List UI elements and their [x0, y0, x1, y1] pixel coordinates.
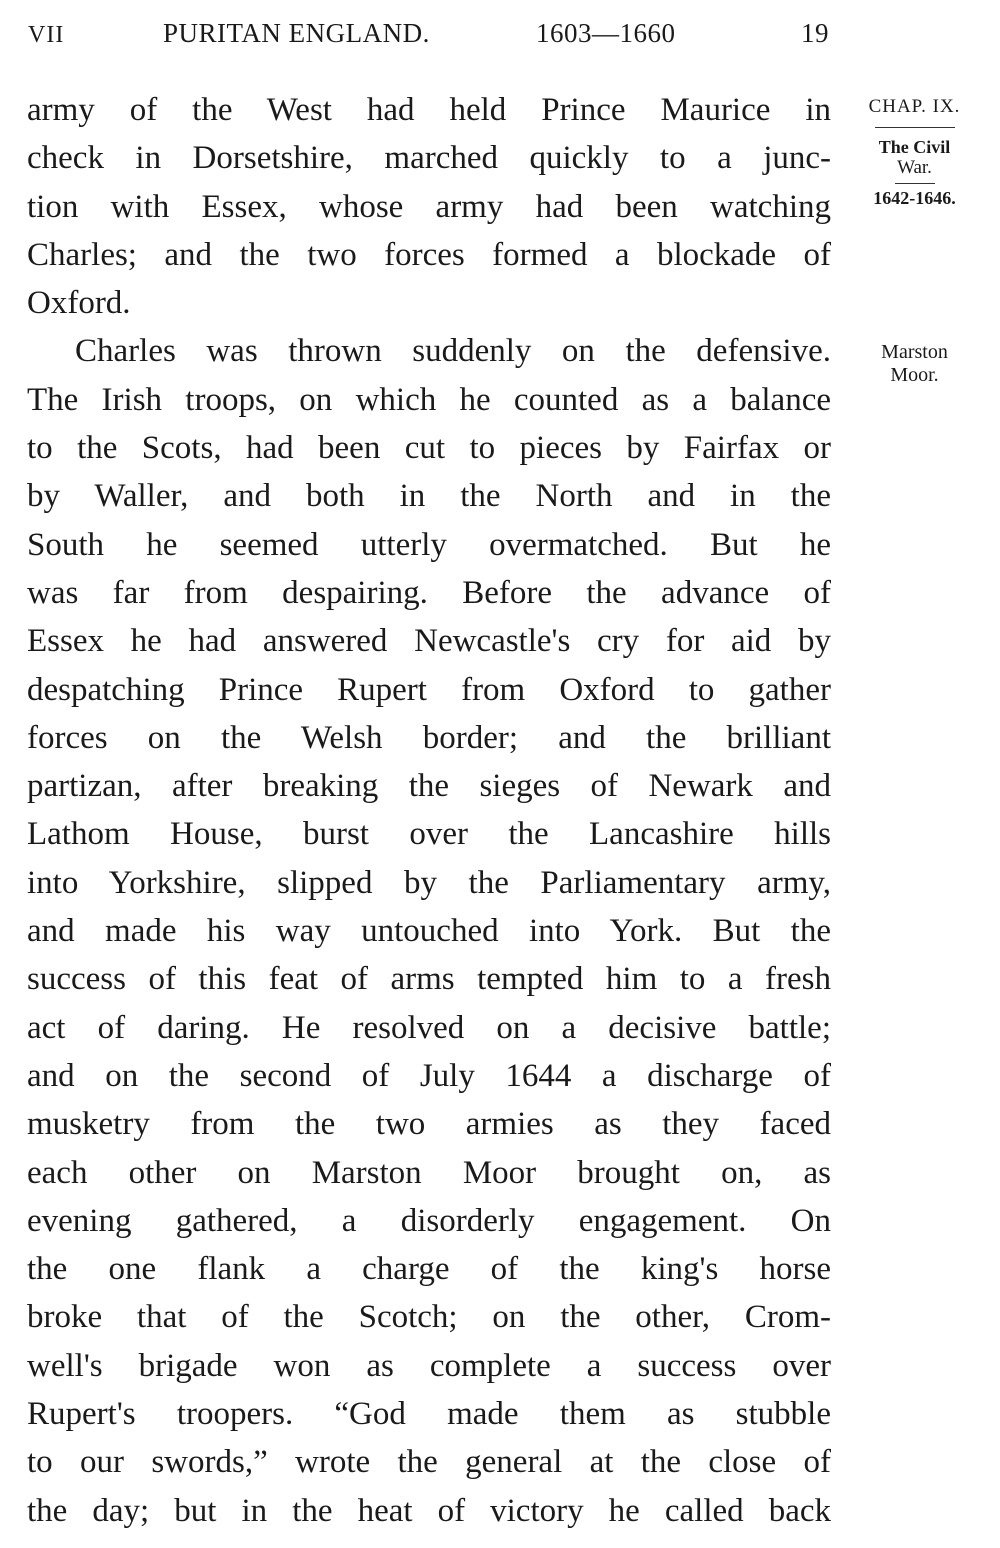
text-line: each other on Marston Moor brought on, as [27, 1154, 831, 1191]
text-line: the day; but in the heat of victory he called back [27, 1492, 831, 1529]
text-line: Charles; and the two forces formed a blockade of [27, 236, 831, 273]
margin-divider [875, 127, 955, 128]
text-line: well's brigade won as complete a success over [27, 1347, 831, 1384]
margin-section-line1: The Civil [878, 137, 951, 157]
text-line: tion with Essex, whose army had been watching [27, 188, 831, 225]
text-line: by Waller, and both in the North and in the [27, 478, 831, 515]
margin-notes [852, 96, 977, 208]
period-dates: 1603—1660 [536, 18, 676, 48]
text-line: act of daring. He resolved on a decisive battle; [27, 1009, 831, 1046]
text-line: into Yorkshire, slipped by the Parliamentary army, [27, 864, 831, 901]
text-line: South he seemed utterly overmatched. But he [27, 526, 831, 563]
margin-divider-short [895, 183, 935, 184]
text-line: to our swords,” wrote the general at the close of [27, 1444, 831, 1481]
text-line: success of this feat of arms tempted him to a fresh [27, 961, 831, 998]
text-line: forces on the Welsh border; and the brilliant [27, 719, 831, 756]
text-line: and made his way untouched into York. But the [27, 913, 831, 950]
text-line: and on the second of July 1644 a discharge of [27, 1057, 831, 1094]
chapter-roman: VII [28, 22, 65, 48]
margin-topic [852, 341, 977, 387]
margin-topic-line1: Marston [881, 341, 948, 363]
margin-topic-line2: Moor. [890, 364, 939, 386]
page-number: 19 [801, 18, 829, 48]
text-line: army of the West had held Prince Maurice in [27, 92, 831, 128]
running-head [28, 18, 833, 58]
text-line: Oxford. [27, 285, 131, 322]
text-line: The Irish troops, on which he counted as a balance [27, 381, 831, 418]
margin-years: 1642-1646. [873, 188, 956, 208]
text-line: musketry from the two armies as they faced [27, 1106, 831, 1143]
text-line: Rupert's troopers. “God made them as stubble [27, 1396, 831, 1433]
text-line: the one flank a charge of the king's horse [27, 1251, 831, 1288]
text-line: to the Scots, had been cut to pieces by Fairfax or [27, 430, 831, 467]
text-line: broke that of the Scotch; on the other, Crom- [27, 1299, 831, 1336]
text-line: check in Dorsetshire, marched quickly to a junc- [27, 140, 831, 177]
book-title: PURITAN ENGLAND. [163, 18, 430, 48]
text-line: Charles was thrown suddenly on the defensive. [75, 333, 831, 370]
margin-chapter: CHAP. IX. [868, 96, 961, 117]
text-line: despatching Prince Rupert from Oxford to gather [27, 671, 831, 708]
margin-section-line2: War. [897, 157, 932, 178]
text-line: evening gathered, a disorderly engagement. On [27, 1202, 831, 1239]
text-line: partizan, after breaking the sieges of Newark and [27, 768, 831, 805]
text-line: was far from despairing. Before the advance of [27, 574, 831, 611]
text-line: Essex he had answered Newcastle's cry for aid by [27, 623, 831, 660]
body-text [27, 86, 831, 1535]
text-line: Lathom House, burst over the Lancashire hills [27, 816, 831, 853]
